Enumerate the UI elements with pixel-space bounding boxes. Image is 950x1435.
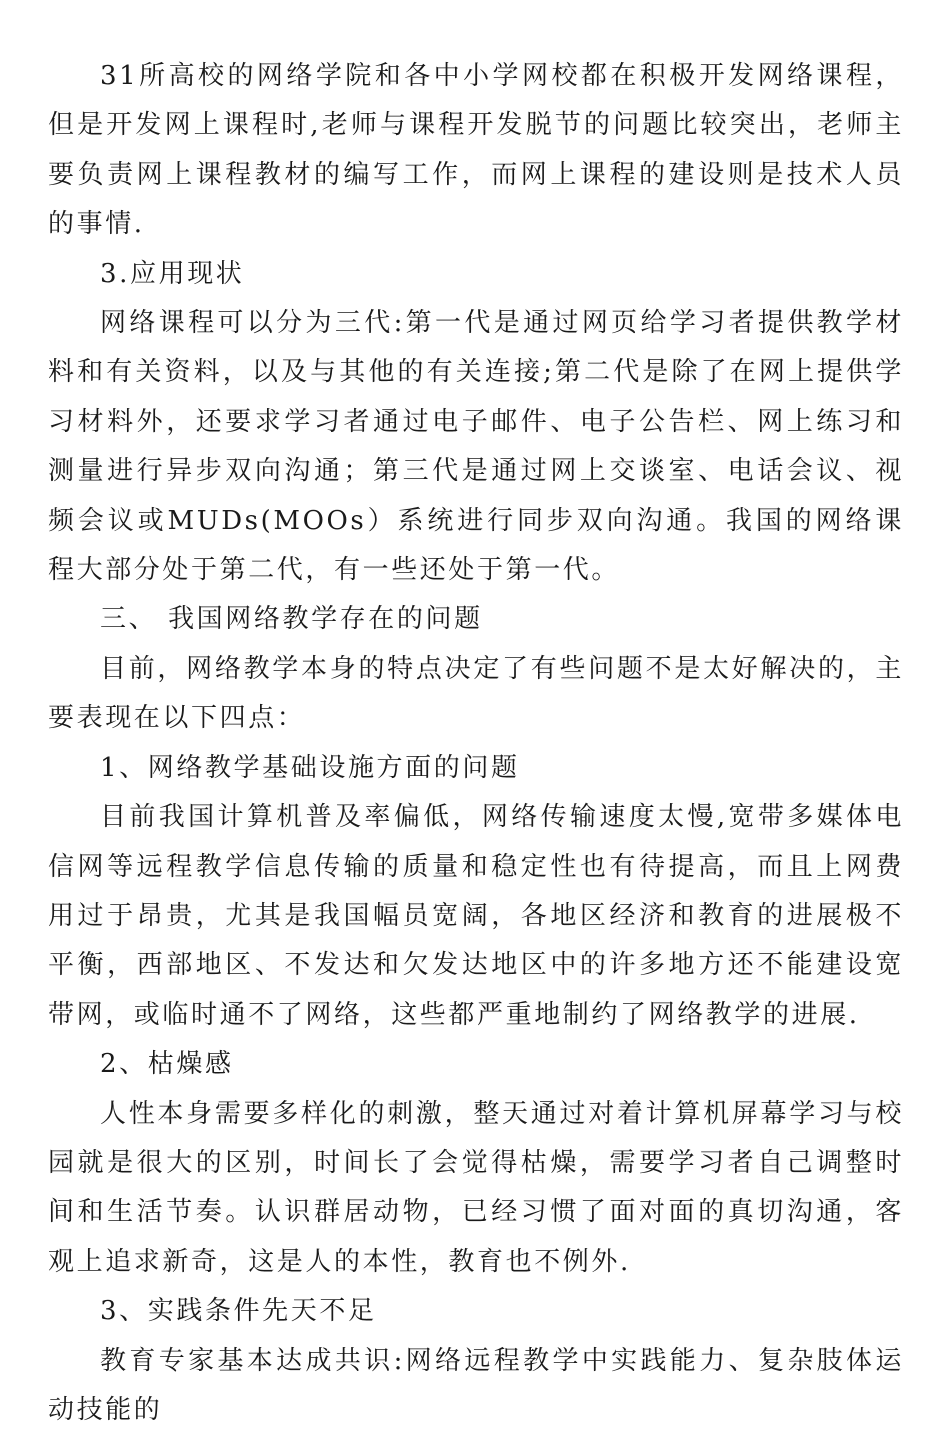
heading-section-three-problems: 三、 我国网络教学存在的问题 (100, 604, 483, 635)
paragraph-boredom: 人性本身需要多样化的刺激，整天通过对着计算机屏幕学习与校园就是很大的区别，时间长了会觉得枯燥，需要学习者自己调整时间和生活节奏。认识群居动物，已经习惯了面对面的真切沟通，客观上追求新奇，这是人的本性，教育也不例外. (48, 1098, 904, 1277)
heading-application-status: 3.应用现状 (100, 258, 245, 289)
paragraph-practice-conditions: 教育专家基本达成共识:网络远程教学中实践能力、复杂肢体运动技能的 (48, 1345, 904, 1425)
paragraph-course-development: 31所高校的网络学院和各中小学网校都在积极开发网络课程，但是开发网上课程时,老师与课程开发脱节的问题比较突出，老师主要负责网上课程教材的编写工作，而网上课程的建设则是技术人员的事情. (48, 61, 904, 240)
heading-practice-conditions: 3、实践条件先天不足 (100, 1296, 377, 1327)
document-page (48, 52, 904, 1435)
paragraph-course-generations: 网络课程可以分为三代:第一代是通过网页给学习者提供教学材料和有关资料，以及与其他的有关连接;第二代是除了在网上提供学习材料外，还要求学习者通过电子邮件、电子公告栏、网上练习和测量进行异步双向沟通；第三代是通过网上交谈室、电话会议、视频会议或MUDs(MOOs）系统进行同步双向沟通。我国的网络课程大部分处于第二代，有一些还处于第一代。 (48, 308, 904, 586)
paragraph-infrastructure: 目前我国计算机普及率偏低，网络传输速度太慢,宽带多媒体电信网等远程教学信息传输的质量和稳定性也有待提高，而且上网费用过于昂贵，尤其是我国幅员宽阔，各地区经济和教育的进展极不平衡，西部地区、不发达和欠发达地区中的许多地方还不能建设宽带网，或临时通不了网络，这些都严重地制约了网络教学的进展. (48, 802, 904, 1030)
paragraph-problems-intro: 目前，网络教学本身的特点决定了有些问题不是太好解决的，主要表现在以下四点： (48, 653, 904, 734)
heading-boredom: 2、枯燥感 (100, 1049, 234, 1080)
heading-infrastructure: 1、网络教学基础设施方面的问题 (100, 752, 520, 783)
